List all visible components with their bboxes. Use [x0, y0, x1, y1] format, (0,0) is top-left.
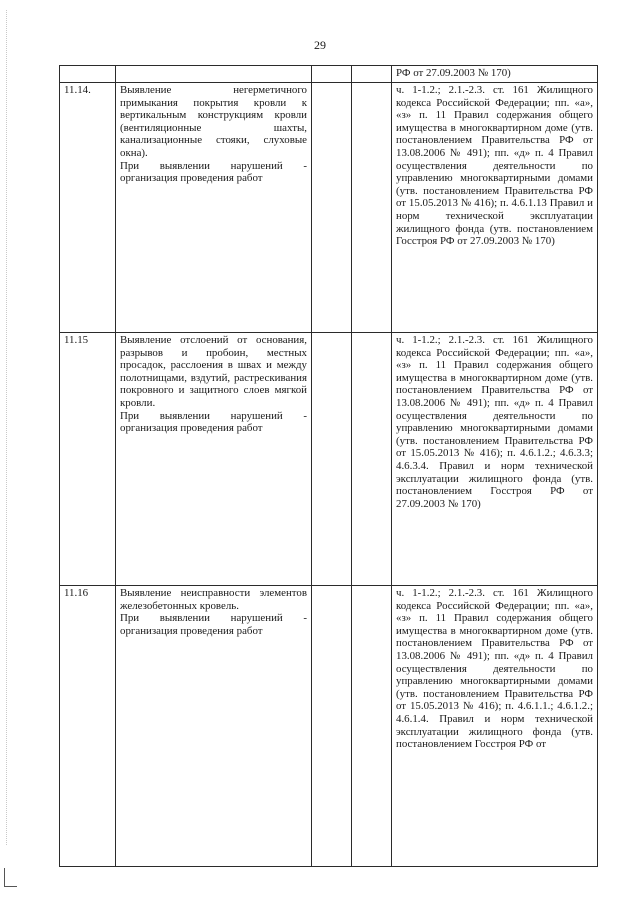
page-number: 29: [314, 38, 326, 52]
scan-corner-mark: [4, 868, 17, 887]
cell-law: РФ от 27.09.2003 № 170): [392, 66, 598, 83]
cell-empty: [312, 333, 352, 586]
table-row: [60, 333, 598, 586]
cell-empty: [352, 66, 392, 83]
desc-action: При выявлении нарушений - организация проведения работ: [120, 409, 307, 435]
cell-empty: [312, 83, 352, 333]
desc-text: Выявление неисправности элементов железобетонных кровель.: [120, 587, 307, 612]
cell-desc: [116, 66, 312, 83]
cell-num: 11.14.: [60, 83, 116, 333]
cell-num: 11.15: [60, 333, 116, 586]
cell-law: ч. 1-1.2.; 2.1.-2.3. ст. 161 Жилищного кодекса Российской Федерации; пп. «а», «з» п. 11 Правил содержания общего имущества в многоквартирном доме (утв. постановлением Правительства РФ от 13.08.2006 № 491); пп. «д» п. 4 Правил осуществления деятельности по управлению многоквартирными домами (утв. постановлением Правительства РФ от 15.05.2013 № 416); п. 4.6.1.1.; 4.6.1.2.; 4.6.1.4. Правил и норм технической эксплуатации жилищного фонда (утв. постановлением Госстроя РФ от: [392, 586, 598, 867]
cell-desc: [116, 83, 312, 333]
cell-empty: [312, 66, 352, 83]
cell-num: 11.16: [60, 586, 116, 867]
desc-action: При выявлении нарушений - организация проведения работ: [120, 612, 307, 637]
desc-action: При выявлении нарушений - организация проведения работ: [120, 159, 307, 185]
cell-num: [60, 66, 116, 83]
requirements-table: [59, 65, 598, 867]
cell-desc: [116, 333, 312, 586]
cell-law: ч. 1-1.2.; 2.1.-2.3. ст. 161 Жилищного кодекса Российской Федерации; пп. «а», «з» п. 11 Правил содержания общего имущества в многоквартирном доме (утв. постановлением Правительства РФ от 13.08.2006 № 491); пп. «д» п. 4 Правил осуществления деятельности по управлению многоквартирными домами (утв. постановлением Правительства РФ от 15.05.2013 № 416); п. 4.6.1.2.; 4.6.3.3; 4.6.3.4. Правил и норм технической эксплуатации жилищного фонда (утв. постановлением Госстроя РФ от 27.09.2003 № 170): [392, 333, 598, 586]
desc-text: Выявление негерметичного примыкания покрытия кровли к вертикальным конструкциям кровли (вентиляционные шахты, канализационные стояки, слуховые окна).: [120, 84, 307, 159]
cell-empty: [352, 83, 392, 333]
cell-law: ч. 1-1.2.; 2.1.-2.3. ст. 161 Жилищного кодекса Российской Федерации; пп. «а», «з» п. 11 Правил содержания общего имущества в многоквартирном доме (утв. постановлением Правительства РФ от 13.08.2006 № 491); пп. «д» п. 4 Правил осуществления деятельности по управлению многоквартирными домами (утв. постановлением Правительства РФ от 15.05.2013 № 416); п. 4.6.1.13 Правил и норм технической эксплуатации жилищного фонда (утв. постановлением Госстроя РФ от 27.09.2003 № 170): [392, 83, 598, 333]
cell-empty: [352, 586, 392, 867]
cell-desc: [116, 586, 312, 867]
desc-text: Выявление отслоений от основания, разрывов и пробоин, местных просадок, расслоения в швах и между полотнищами, вздутий, растрескивания покровного и защитного слоев мягкой кровли.: [120, 334, 307, 409]
cell-empty: [352, 333, 392, 586]
cell-empty: [312, 586, 352, 867]
table-row: [60, 66, 598, 83]
table-row: [60, 586, 598, 867]
table-row: [60, 83, 598, 333]
scan-edge-line: [6, 10, 7, 845]
